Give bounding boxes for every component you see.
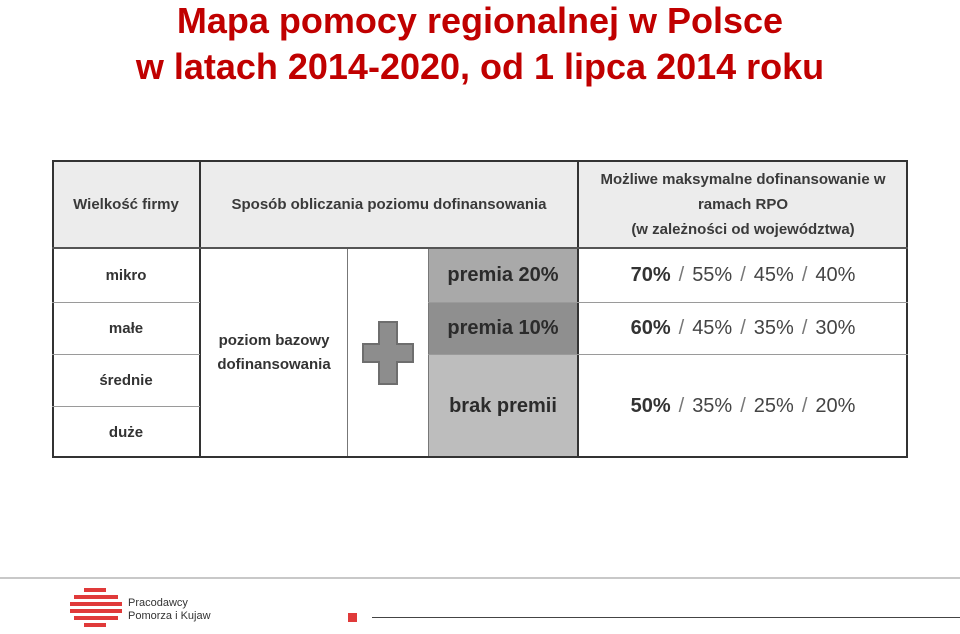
no-premium: brak premii — [428, 354, 578, 458]
company-name-line-2: Pomorza i Kujaw — [128, 610, 211, 622]
rate: 55% — [692, 263, 733, 286]
footer-rule — [372, 617, 960, 618]
rate: 30% — [815, 316, 856, 339]
premium-10: premia 10% — [428, 302, 578, 354]
plus-cell — [348, 248, 428, 458]
header-max-line-3: (w zależności od województwa) — [631, 220, 855, 238]
header-method-label: Sposób obliczania poziomu dofinansowania — [231, 195, 547, 213]
aid-table — [52, 160, 908, 458]
rate: 25% — [753, 394, 794, 417]
grid-line — [52, 456, 908, 458]
header-max-line-2: ramach RPO — [697, 195, 789, 213]
header-max-line-1: Możliwe maksymalne dofinansowanie w — [600, 170, 886, 188]
rate: 40% — [815, 263, 856, 286]
rate: 35% — [753, 316, 794, 339]
grid-line — [199, 160, 201, 458]
header-method — [200, 160, 578, 248]
grid-line — [52, 406, 200, 407]
header-max-funding — [578, 160, 908, 248]
company-name — [128, 597, 211, 623]
company-name-line-1: Pracodawcy — [128, 597, 188, 609]
rates-row-mikro: 70% / 55% / 45% / 40% — [630, 263, 856, 286]
company-logo-icon — [70, 588, 122, 630]
plus-icon — [361, 320, 415, 386]
grid-line — [52, 160, 54, 458]
size-mikro: mikro — [105, 266, 147, 284]
rate: 20% — [815, 394, 856, 417]
accent-square — [348, 613, 357, 622]
slide-title-line-2: w latach 2014-2020, od 1 lipca 2014 roku — [135, 46, 825, 87]
rate: 45% — [753, 263, 794, 286]
grid-line — [428, 354, 908, 355]
grid-line — [347, 248, 348, 458]
rate-max: 60% — [630, 316, 671, 339]
grid-line — [906, 160, 908, 458]
rate-max: 70% — [630, 263, 671, 286]
base-level — [200, 248, 348, 458]
base-level-line-2: dofinansowania — [217, 356, 331, 373]
grid-line — [52, 160, 908, 162]
header-size-label: Wielkość firmy — [73, 195, 179, 213]
grid-line — [52, 247, 908, 249]
rates-row-male: 60% / 45% / 35% / 30% — [630, 316, 856, 339]
rate-max: 50% — [630, 394, 671, 417]
size-srednie: średnie — [99, 371, 153, 389]
rates-row-large: 50% / 35% / 25% / 20% — [630, 394, 856, 417]
footer-divider — [0, 577, 960, 579]
premium-20: premia 20% — [428, 248, 578, 302]
grid-line — [428, 302, 908, 303]
rate: 35% — [692, 394, 733, 417]
grid-line — [577, 160, 579, 458]
grid-line — [428, 248, 429, 458]
grid-line — [52, 302, 200, 303]
header-size — [52, 160, 200, 248]
grid-line — [52, 354, 200, 355]
rate: 45% — [692, 316, 733, 339]
size-male: małe — [108, 319, 144, 337]
size-duze: duże — [108, 423, 144, 441]
slide-title-line-1: Mapa pomocy regionalnej w Polsce — [176, 0, 784, 41]
base-level-line-1: poziom bazowy — [218, 332, 330, 349]
